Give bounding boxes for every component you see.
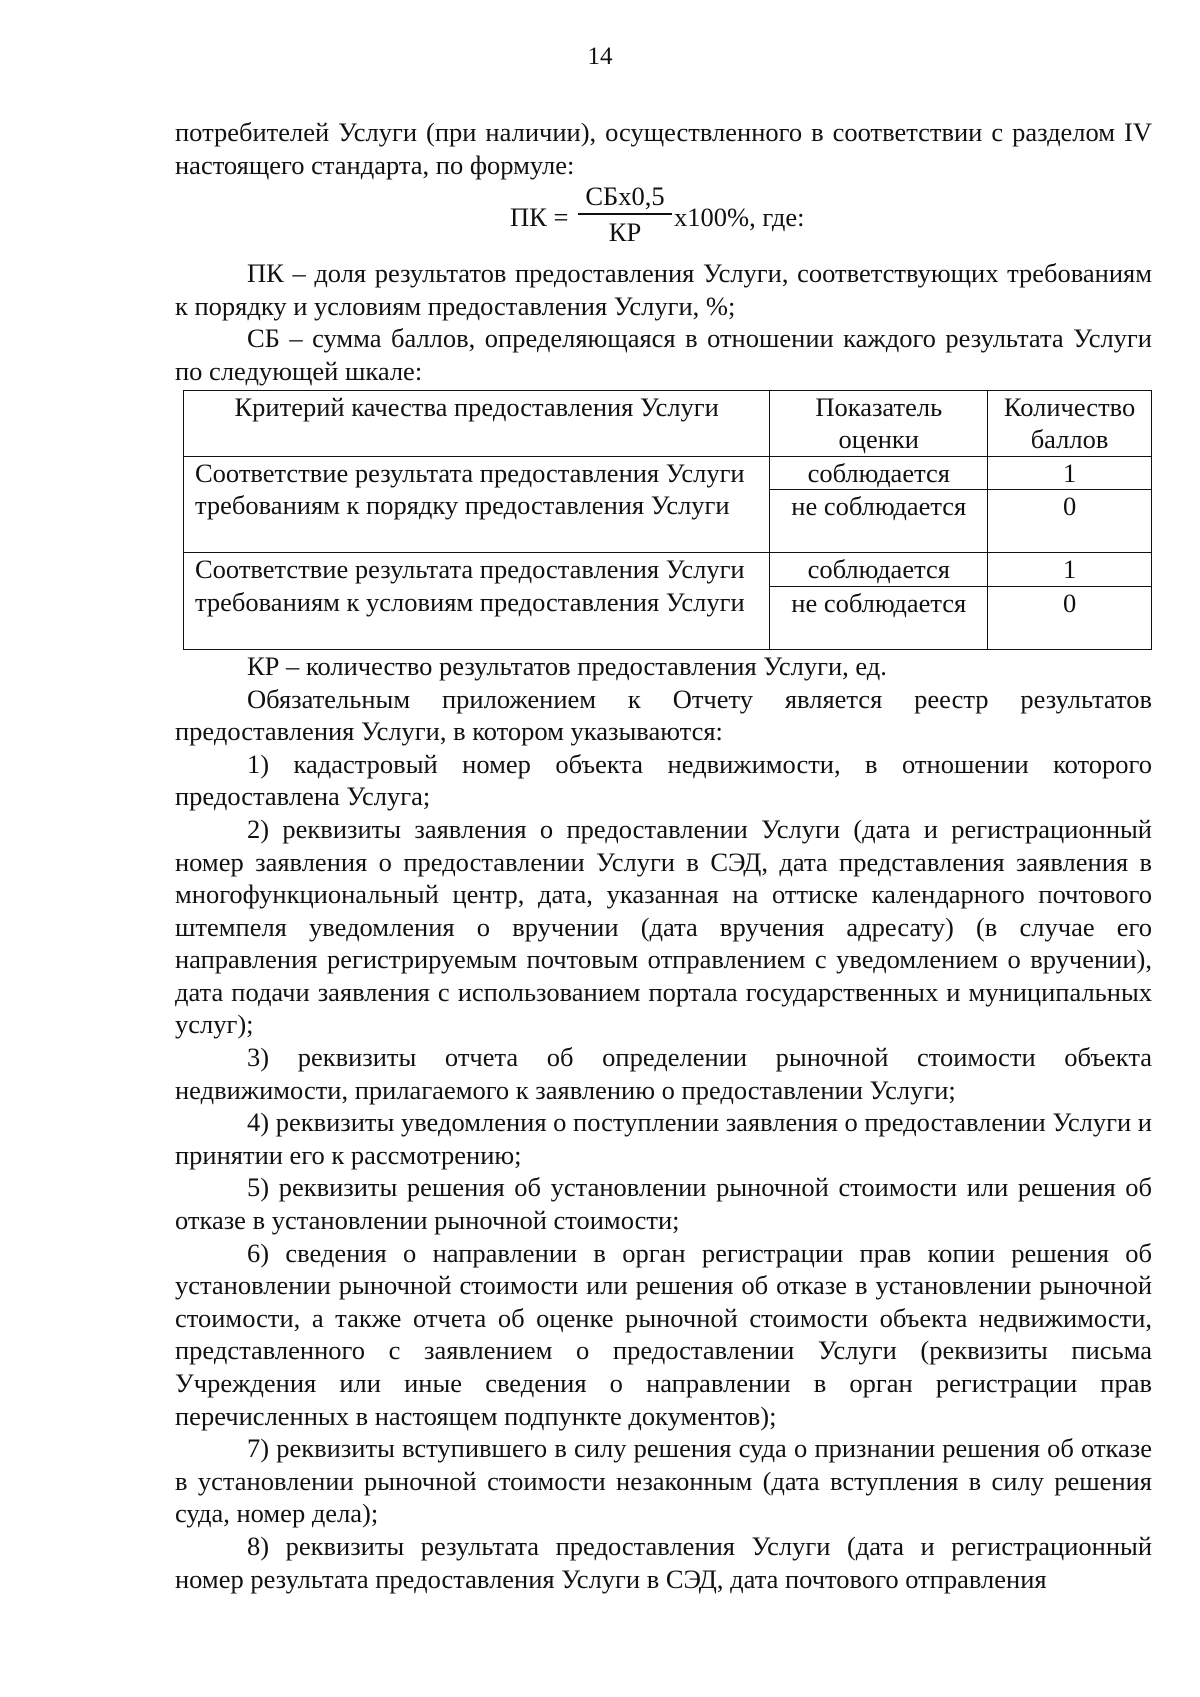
criterion-cell: Соответствие результата предоставления Услуги требованиям к порядку предоставления Услуги bbox=[184, 456, 770, 553]
table-header-row bbox=[184, 390, 1152, 456]
indicator-cell: не соблюдается bbox=[770, 586, 988, 649]
list-item: 8) реквизиты результата предоставления Услуги (дата и регистрационный номер результата предоставления Услуги в СЭД, дата почтового отправления bbox=[175, 1530, 1152, 1594]
formula bbox=[175, 181, 1152, 257]
list-item: 2) реквизиты заявления о предоставлении Услуги (дата и регистрационный номер заявления о предоставлении Услуги в СЭД, дата представления заявления в многофункциональный центр, дата, указанная на оттиске календарного почтового штемпеля уведомления о вручении (дата вручения адресату) (в случае его направления регистрируемым почтовым отправлением с уведомлением о вручении), дата подачи заявления с использованием портала государственных и муниципальных услуг); bbox=[175, 813, 1152, 1040]
formula-numerator: СБх0,5 bbox=[585, 181, 665, 212]
table-row bbox=[184, 553, 1152, 587]
fraction-bar bbox=[578, 213, 672, 215]
list-item: 6) сведения о направлении в орган регистрации прав копии решения об установлении рыночной стоимости или решения об отказе в установлении рыночной стоимости, а также отчета об оценке рыночной стоимости объекта недвижимости, представленного с заявлением о предоставлении Услуги (реквизиты письма Учреждения или иные сведения о направлении в орган регистрации прав перечисленных в настоящем подпункте документов); bbox=[175, 1237, 1152, 1431]
formula-denominator: КР bbox=[608, 216, 642, 247]
list-item: 4) реквизиты уведомления о поступлении заявления о предоставлении Услуги и принятии его к рассмотрению; bbox=[175, 1107, 1152, 1170]
formula-fraction bbox=[578, 181, 672, 247]
definition-pk: ПК – доля результатов предоставления Услуги, соответствующих требованиям к порядку и условиям предоставления Услуги, %; bbox=[175, 258, 1152, 321]
intro-paragraph: потребителей Услуги (при наличии), осуществленного в соответствии с разделом IV настоящего стандарта, по формуле: bbox=[175, 117, 1152, 180]
list-item: 7) реквизиты вступившего в силу решения суда о признании решения об отказе в установлении рыночной стоимости незаконным (дата вступления в силу решения суда, номер дела); bbox=[175, 1433, 1152, 1529]
criterion-cell: Соответствие результата предоставления Услуги требованиям к условиям предоставления Услуги bbox=[184, 553, 770, 650]
points-cell: 0 bbox=[988, 490, 1152, 553]
document-body bbox=[175, 116, 1152, 1595]
list-item: 1) кадастровый номер объекта недвижимости, в отношении которого предоставлена Услуга; bbox=[175, 748, 1152, 812]
indicator-cell: соблюдается bbox=[770, 456, 988, 490]
indicator-cell: не соблюдается bbox=[770, 490, 988, 553]
list-item: 5) реквизиты решения об установлении рыночной стоимости или решения об отказе в установлении рыночной стоимости; bbox=[175, 1172, 1152, 1236]
points-cell: 1 bbox=[988, 456, 1152, 490]
page-number: 14 bbox=[587, 43, 613, 70]
definition-sb: СБ – сумма баллов, определяющаяся в отношении каждого результата Услуги по следующей шкале: bbox=[175, 323, 1152, 386]
points-cell: 1 bbox=[988, 553, 1152, 587]
header-criterion: Критерий качества предоставления Услуги bbox=[184, 390, 770, 456]
points-cell: 0 bbox=[988, 586, 1152, 649]
annex-intro: Обязательным приложением к Отчету является реестр результатов предоставления Услуги, в котором указываются: bbox=[175, 683, 1152, 747]
definition-kr: КР – количество результатов предоставления Услуги, ед. bbox=[247, 650, 887, 681]
list-item: 3) реквизиты отчета об определении рыночной стоимости объекта недвижимости, прилагаемого к заявлению о предоставлении Услуги; bbox=[175, 1042, 1152, 1105]
indicator-cell: соблюдается bbox=[770, 553, 988, 587]
formula-rhs: x100%, где: bbox=[674, 202, 805, 233]
formula-lhs: ПК = bbox=[510, 202, 569, 233]
header-points: Количество баллов bbox=[988, 390, 1152, 456]
header-indicator: Показатель оценки bbox=[770, 390, 988, 456]
scoring-table bbox=[183, 390, 1152, 650]
table-row bbox=[184, 456, 1152, 490]
